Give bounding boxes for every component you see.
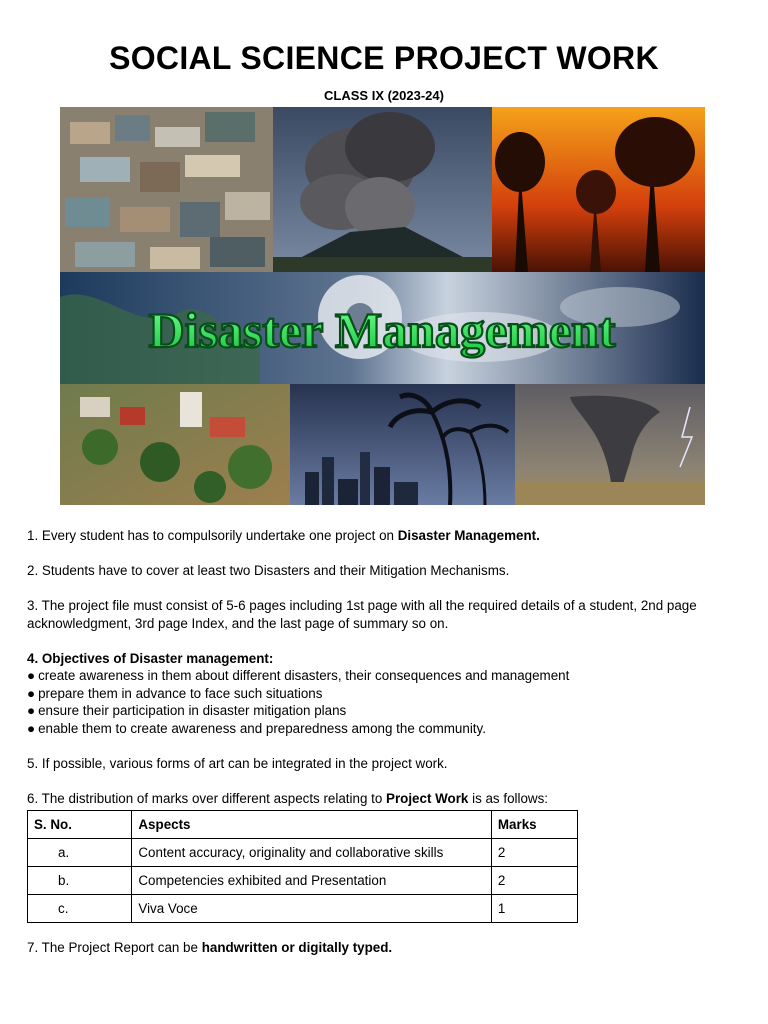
table-cell: a. — [28, 839, 132, 867]
tornado-panel — [515, 384, 705, 505]
disaster-management-bold: Disaster Management. — [397, 528, 540, 543]
forest-fire-panel — [492, 107, 705, 272]
marks-table — [27, 810, 578, 923]
table-header-row — [28, 811, 578, 839]
flood-panel — [60, 384, 290, 505]
instruction-1: 1. Every student has to compulsorily undertake one project on Disaster Management. — [27, 528, 540, 543]
list-item: ● enable them to create awareness and preparedness among the community. — [27, 720, 486, 736]
list-item: ● prepare them in advance to face such situations — [27, 685, 323, 701]
bullet-icon: ● — [27, 720, 36, 736]
disaster-collage-image — [60, 107, 705, 505]
table-cell: Viva Voce — [132, 895, 491, 923]
objectives-heading: 4. Objectives of Disaster management: — [27, 650, 274, 666]
volcano-panel — [273, 107, 492, 272]
instruction-2: 2. Students have to cover at least two Disasters and their Mitigation Mechanisms. — [27, 563, 510, 578]
bullet-icon: ● — [27, 668, 36, 683]
table-cell: b. — [28, 867, 132, 895]
bullet-icon: ● — [27, 703, 36, 718]
earthquake-panel — [60, 107, 273, 272]
instruction-3: 3. The project file must consist of 5-6 pages including 1st page with all the required details of a student, 2nd page acknowledgment, 3rd page Index, and the last page of summary so on. — [27, 598, 697, 631]
table-cell: Content accuracy, originality and collaborative skills — [132, 839, 491, 867]
column-header-marks: Marks — [491, 811, 577, 839]
instruction-7: 7. The Project Report can be handwritten or digitally typed. — [27, 940, 393, 955]
table-row — [28, 867, 578, 895]
instruction-5: 5. If possible, various forms of art can be integrated in the project work. — [27, 755, 448, 771]
table-cell: 2 — [491, 867, 577, 895]
objectives-list — [27, 667, 747, 737]
page-title: SOCIAL SCIENCE PROJECT WORK — [109, 40, 659, 76]
column-header-sno: S. No. — [28, 811, 132, 839]
banner-title: Disaster Management — [148, 302, 616, 358]
instruction-6: 6. The distribution of marks over different aspects relating to Project Work is as follows: — [27, 790, 548, 806]
list-item: ● ensure their participation in disaster mitigation plans — [27, 703, 347, 718]
page-subtitle: CLASS IX (2023-24) — [324, 88, 444, 103]
table-row — [28, 895, 578, 923]
bullet-icon: ● — [27, 685, 36, 701]
instructions-section — [27, 527, 747, 974]
table-row — [28, 839, 578, 867]
cyclone-panel — [290, 384, 515, 505]
table-cell: 1 — [491, 895, 577, 923]
table-cell: Competencies exhibited and Presentation — [132, 867, 491, 895]
table-cell: c. — [28, 895, 132, 923]
list-item: ● create awareness in them about different disasters, their consequences and management — [27, 668, 570, 683]
column-header-aspects: Aspects — [132, 811, 491, 839]
table-cell: 2 — [491, 839, 577, 867]
